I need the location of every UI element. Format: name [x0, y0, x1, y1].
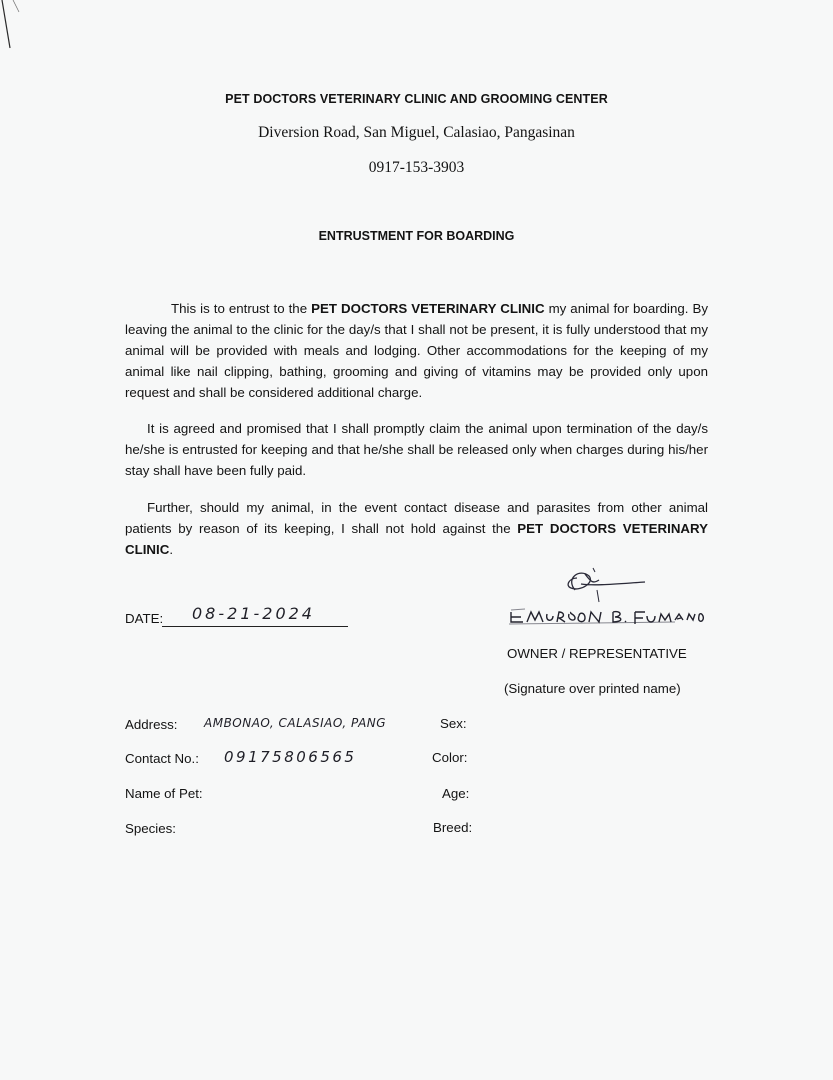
species-label: Species:: [125, 821, 176, 836]
date-value-handwritten: 08-21-2024: [192, 604, 315, 623]
p3-clinic-name: PET DOCTORS VETERINARY CLINIC: [125, 521, 708, 557]
breed-label: Breed:: [433, 820, 473, 835]
signature-note: (Signature over printed name): [504, 681, 681, 696]
age-label: Age:: [442, 786, 470, 801]
owner-signature: [505, 562, 705, 634]
date-label: DATE:: [125, 611, 164, 626]
contact-label: Contact No.:: [125, 751, 199, 766]
address-value-handwritten: AMBONAO, CALASIAO, PANG: [204, 716, 387, 730]
p3-text-end: .: [169, 542, 174, 557]
color-label: Color:: [432, 750, 468, 765]
p1-text-end: my animal for boarding. By leaving the animal to the clinic for the day/s that I shall not be present, it is fully understood that my animal will be provided with meals and lodging. Other accommodations for the keeping of my animal like nail clipping, bathing, grooming and giving of vitamins may be provided only upon request and shall be considered additional charge.: [125, 301, 709, 400]
pet-name-label: Name of Pet:: [125, 786, 203, 801]
clinic-address: Diversion Road, San Miguel, Calasiao, Pangasinan: [258, 124, 575, 141]
date-line: [162, 626, 348, 627]
p1-text-start: This is to entrust to the: [171, 301, 312, 316]
p1-clinic-name: PET DOCTORS VETERINARY CLINIC: [311, 301, 545, 316]
clinic-phone: 0917-153-3903: [368, 159, 465, 176]
document-title: ENTRUSTMENT FOR BOARDING: [318, 229, 515, 243]
sex-label: Sex:: [440, 716, 467, 731]
paragraph-entrustment: [125, 298, 708, 403]
paragraph-liability: [125, 497, 708, 560]
clinic-name: PET DOCTORS VETERINARY CLINIC AND GROOMING CENTER: [225, 92, 608, 106]
owner-representative-label: OWNER / REPRESENTATIVE: [507, 646, 687, 661]
address-label: Address:: [125, 717, 178, 732]
p3-text-start: Further, should my animal, in the event contact disease and parasites from other animal patients by reason of its keeping, I shall not hold against the: [125, 500, 708, 536]
scan-edge-mark: [0, 0, 26, 70]
paragraph-claim-agreement: It is agreed and promised that I shall promptly claim the animal upon termination of the day/s he/she is entrusted for keeping and that he/she shall be released only when charges during his/her stay shall have been fully paid.: [125, 421, 708, 478]
contact-value-handwritten: 09175806565: [224, 748, 357, 766]
